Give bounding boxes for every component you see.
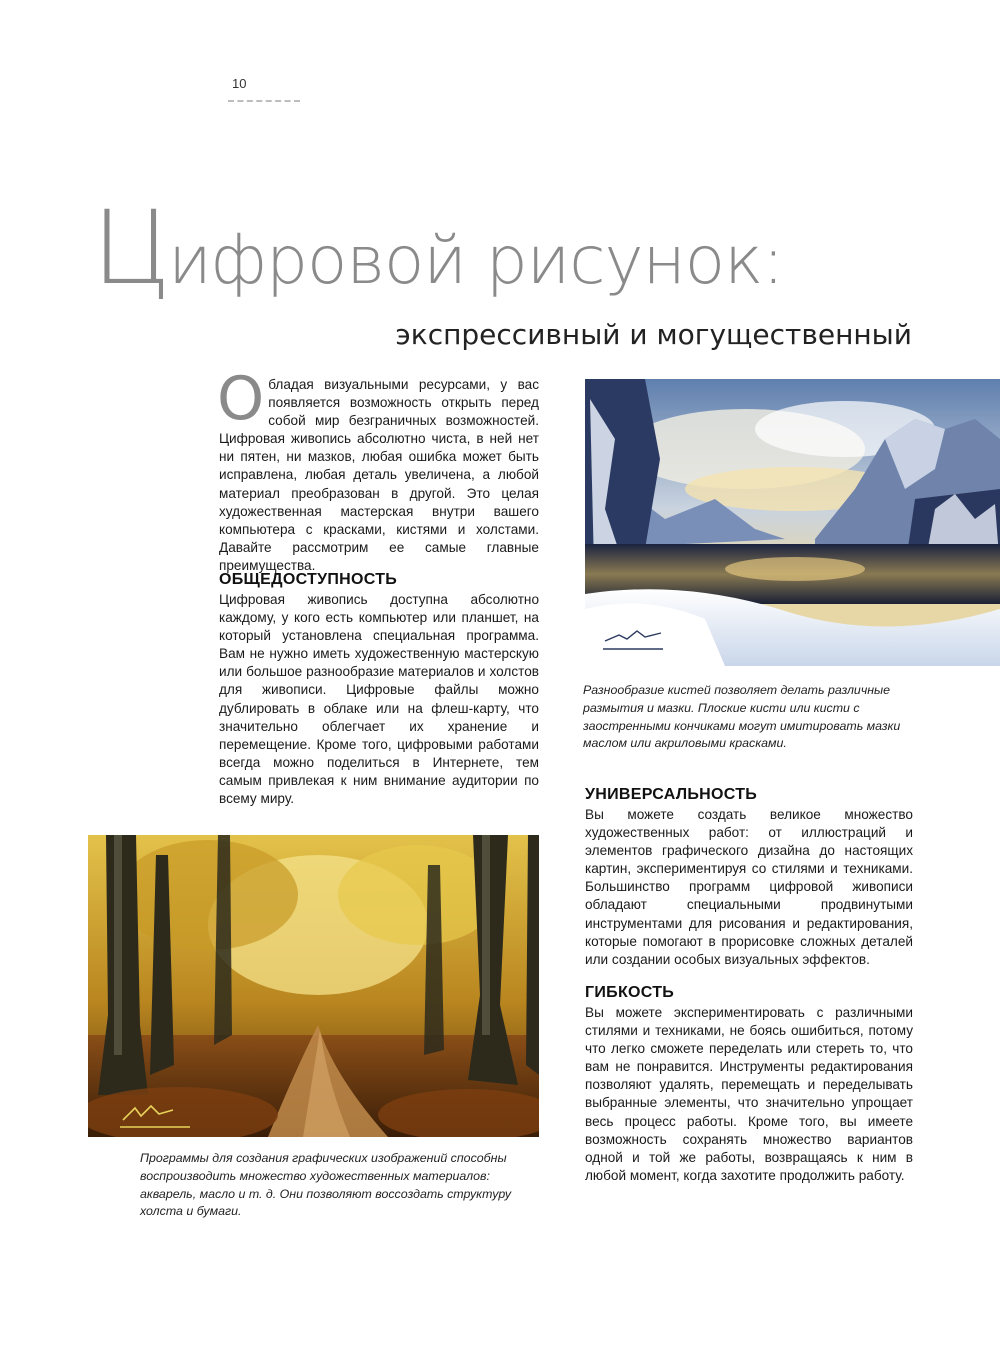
section-heading: УНИВЕРСАЛЬНОСТЬ <box>585 786 758 803</box>
winter-landscape-image <box>585 379 1000 666</box>
section-universality <box>585 786 913 969</box>
page-number: 10 <box>232 76 247 91</box>
intro-text: бладая визуальными ресурсами, у вас появляется возможность открыть перед собой мир безграничных возможностей. Цифровая живопись абсолютно чиста, в ней нет ни пятен, ни мазков, любая ошибка может быть исправлена, любая деталь увеличена, а любой материал преобразован в другой. Это целая художественная мастерская внутри вашего компьютера с красками, кистями и холстами. Давайте рассмотрим ее самые главные преимущества. <box>219 377 539 573</box>
intro-dropcap: О <box>217 364 265 434</box>
autumn-forest-image <box>88 835 539 1137</box>
section-accessibility <box>219 571 539 808</box>
winter-image-caption: Разнообразие кистей позволяет делать различные размытия и мазки. Плоские кисти или кисти с заостренными кончиками могут имитировать мазки маслом или акриловыми красками. <box>583 683 901 751</box>
title-first-letter: Ц <box>92 189 169 308</box>
page-subtitle: экспрессивный и могущественный <box>395 318 912 351</box>
intro-paragraph <box>217 364 539 575</box>
section-text: Цифровая живопись доступна абсолютно каждому, у кого есть компьютер или планшет, на который установлена специальная программа. Вам не нужно иметь художественную мастерскую или большое разнообразие материалов и холстов для живописи. Цифровые файлы можно дублировать в облаке или на флеш-карту, что значительно облегчает их хранение и перемещение. Кроме того, цифровыми работами всегда можно поделиться в Интернете, тем самым привлекая к ним внимание аудитории по всему миру. <box>219 592 539 807</box>
section-text: Вы можете создать великое множество художественных работ: от иллюстраций и элементов графического дизайна до настоящих картин, экспериментируя со стилями и техниками. Большинство программ цифровой живописи обладают специальными продвинутыми инструментами для рисования и редактирования, которые помогают в прорисовке сложных деталей или создании особых визуальных эффектов. <box>585 807 913 967</box>
title-rest: ифровой рисунок: <box>168 222 784 299</box>
autumn-image-caption: Программы для создания графических изображений способны воспроизводить множество художественных материалов: акварель, масло и т. д. Они позволяют воссоздать структуру холста и бумаги. <box>140 1151 512 1219</box>
section-text: Вы можете экспериментировать с различными стилями и техниками, не боясь ошибиться, потому что легко сможете переделать или стереть то, что вам не понравится. Инструменты редактирования позволяют удалять, перемещать и переделывать выбранные элементы, что значительно упрощает весь процесс работы. Кроме того, вы имеете возможность сохранять множество вариантов одной и той же работы, возвращаясь к ним в любой момент, когда захотите продолжить работу. <box>585 1005 913 1183</box>
section-flexibility <box>585 984 913 1185</box>
section-heading: ГИБКОСТЬ <box>585 984 675 1001</box>
page-title <box>92 189 784 308</box>
page-number-rule <box>228 100 300 102</box>
section-heading: ОБЩЕДОСТУПНОСТЬ <box>219 571 398 588</box>
